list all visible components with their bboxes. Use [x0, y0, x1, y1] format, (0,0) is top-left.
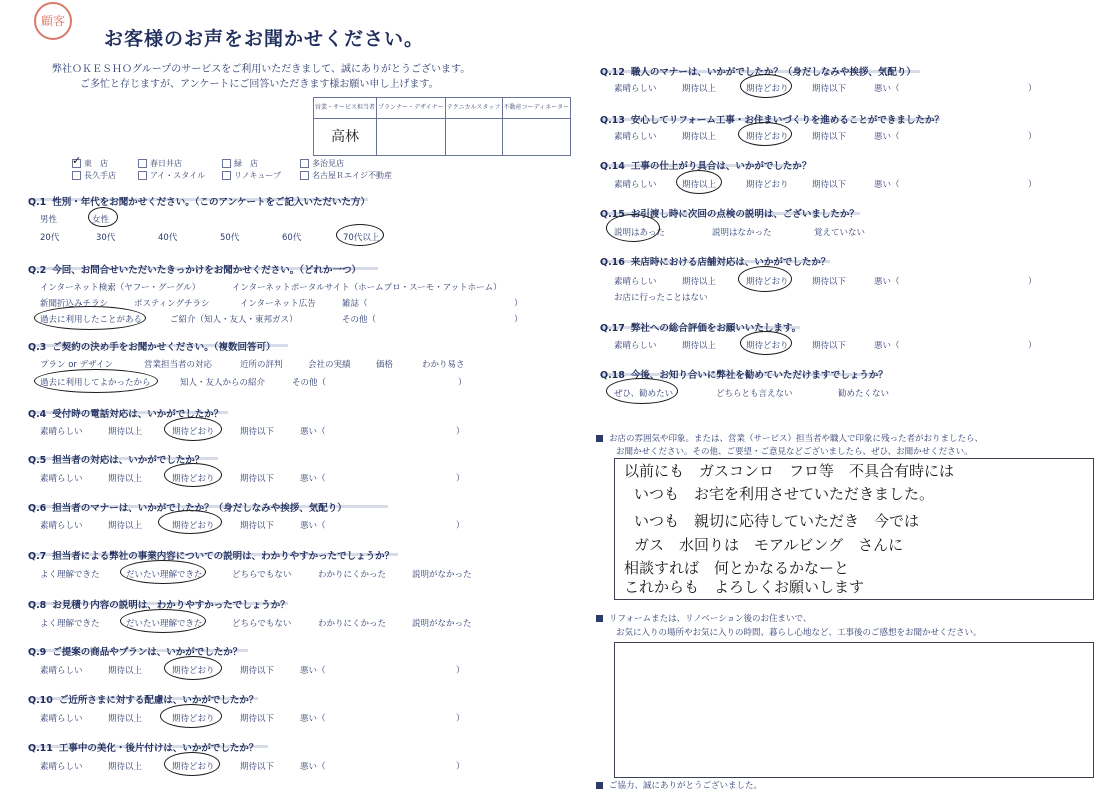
staff-header-realestate: 不動産コーディネーター: [502, 98, 571, 119]
answer-circle: [606, 214, 660, 242]
store-option[interactable]: 名古屋Ｒエイジ不動産: [300, 170, 392, 181]
answer-circle: [336, 224, 384, 246]
option-rating[interactable]: 素晴らしい: [40, 714, 83, 724]
question-q5: Q.5 担当者の対応は、いかがでしたか？: [28, 455, 205, 466]
answer-circle: [676, 170, 722, 194]
option-source[interactable]: 過去に利用したことがある: [40, 315, 143, 325]
answer-circle: [164, 752, 220, 776]
store-option[interactable]: ✓東 店: [72, 158, 108, 169]
close-paren: ）: [456, 714, 465, 724]
option-age[interactable]: 30代: [96, 233, 116, 243]
comment-prompt-1: お店の雰囲気や印象。または、営業（サービス）担当者や職人で印象に残った者がおりましたら、: [596, 432, 983, 444]
option-rating[interactable]: 期待どおり: [172, 666, 215, 676]
option-rating[interactable]: 悪い（: [874, 132, 900, 142]
question-q14: Q.14 工事の仕上がり具合は、いかがでしたか？: [600, 161, 812, 172]
option-age[interactable]: 70代以上: [343, 233, 380, 243]
close-paren: ）: [458, 378, 467, 388]
answer-circle: [738, 266, 792, 292]
thanks-note: ご協力、誠にありがとうございました。: [596, 779, 762, 791]
option-clarity[interactable]: よく理解できた: [40, 570, 100, 580]
option-rating[interactable]: 素晴らしい: [40, 474, 83, 484]
option-rating[interactable]: 悪い（: [874, 84, 900, 94]
option-rating[interactable]: 期待以上: [108, 714, 143, 724]
option-rating[interactable]: 悪い（: [874, 341, 900, 351]
option-explain[interactable]: 説明はあった: [614, 228, 665, 238]
store-option[interactable]: 多治見店: [300, 158, 344, 169]
staff-field-planner[interactable]: [377, 119, 446, 156]
staff-header-sales: 営業・サービス担当者: [314, 98, 377, 119]
option-rating[interactable]: 悪い（: [874, 277, 900, 287]
close-paren: ）: [456, 666, 465, 676]
option-rating[interactable]: 素晴らしい: [40, 666, 83, 676]
option-gender-female[interactable]: 女性: [92, 215, 110, 225]
option-rating[interactable]: 悪い（: [300, 521, 326, 531]
option-rating[interactable]: 期待以下: [240, 714, 275, 724]
question-q3: Q.3 ご契約の決め手をお聞かせください。（複数回答可）: [28, 342, 276, 353]
question-q8: Q.8 お見積り内容の説明は、わかりやすかったでしょうか？: [28, 600, 290, 611]
option-rating[interactable]: 期待以上: [682, 132, 717, 142]
question-q7: Q.7 担当者による弊社の事業内容についての説明は、わかりやすかったでしょうか？: [28, 551, 395, 562]
option-rating[interactable]: 期待どおり: [172, 474, 215, 484]
option-rating[interactable]: 期待どおり: [746, 180, 789, 190]
option-gender-male[interactable]: 男性: [40, 215, 58, 225]
question-q12: Q.12 職人のマナーは、いかがでしたか？（身だしなみや挨拶、気配り）: [600, 67, 916, 78]
option-rating[interactable]: 悪い（: [300, 427, 326, 437]
comment-box-2[interactable]: [614, 642, 1094, 778]
checkbox-icon[interactable]: [222, 171, 231, 180]
option-rating[interactable]: 期待以上: [108, 427, 143, 437]
bullet-icon: [596, 435, 603, 442]
option-rating[interactable]: 期待どおり: [746, 341, 789, 351]
close-paren: ）: [456, 427, 465, 437]
answer-circle: [164, 463, 222, 487]
option-rating[interactable]: 素晴らしい: [614, 180, 657, 190]
option-age[interactable]: 50代: [220, 233, 240, 243]
option-clarity[interactable]: どちらでもない: [232, 619, 292, 629]
checkbox-icon[interactable]: [222, 159, 231, 168]
handwritten-line: これからも よろしくお願いします: [624, 578, 865, 596]
option-rating[interactable]: 期待以上: [108, 666, 143, 676]
option-reason[interactable]: わかり易さ: [422, 360, 465, 370]
option-rating[interactable]: 期待以上: [682, 180, 717, 190]
option-rating[interactable]: 素晴らしい: [40, 427, 83, 437]
option-reason[interactable]: 近所の評判: [240, 360, 283, 370]
staff-header-planner: プランナー・デザイナー: [377, 98, 446, 119]
option-reason[interactable]: 過去に利用してよかったから: [40, 378, 151, 388]
option-rating[interactable]: 悪い（: [300, 762, 326, 772]
question-q16: Q.16 来店時における店舗対応は、いかがでしたか？: [600, 257, 831, 268]
option-rating[interactable]: 素晴らしい: [40, 521, 83, 531]
bullet-icon: [596, 615, 603, 622]
answer-circle: [740, 331, 792, 355]
question-q1: Q.1 性別・年代をお聞かせください。（このアンケートをご記入いただいた方）: [28, 197, 370, 208]
option-explain[interactable]: 説明はなかった: [712, 228, 772, 238]
close-paren: ）: [456, 474, 465, 484]
option-rating[interactable]: 素晴らしい: [614, 84, 657, 94]
store-option[interactable]: 長久手店: [72, 170, 116, 181]
answer-circle: [158, 510, 222, 534]
close-paren: ）: [514, 299, 523, 309]
handwritten-line: ガス 水回りは モアルビング さんに: [634, 536, 904, 554]
question-q15: Q.15 お引渡し時に次回の点検の説明は、ございましたか？: [600, 209, 859, 220]
close-paren: ）: [456, 521, 465, 531]
option-rating[interactable]: 期待どおり: [746, 132, 789, 142]
option-rating[interactable]: 期待以下: [240, 427, 275, 437]
option-rating[interactable]: 期待以下: [812, 84, 847, 94]
answer-circle: [164, 417, 222, 441]
close-paren: ）: [514, 315, 523, 325]
option-rating[interactable]: 素晴らしい: [614, 277, 657, 287]
handwritten-line: いつも お宅を利用させていただきました。: [634, 485, 935, 503]
option-clarity[interactable]: 説明がなかった: [412, 619, 472, 629]
option-rating[interactable]: 期待以上: [682, 84, 717, 94]
option-rating[interactable]: 期待以上: [108, 521, 143, 531]
close-paren: ）: [1028, 84, 1037, 94]
intro-line-1: 弊社ＯＫＥＳＨＯグループのサービスをご利用いただきまして、誠にありがとうございます。: [52, 64, 471, 75]
bullet-icon: [596, 782, 603, 789]
option-rating[interactable]: 悪い（: [300, 474, 326, 484]
option-explain[interactable]: 覚えていない: [814, 228, 866, 238]
option-reason[interactable]: 営業担当者の対応: [144, 360, 213, 370]
stamp-seal: 顧客: [34, 2, 72, 40]
question-q11: Q.11 工事中の美化・後片付けは、いかがでしたか？: [28, 743, 259, 754]
question-q2: Q.2 今回、お問合せいただいたきっかけをお聞かせください。（どれか一つ）: [28, 265, 362, 276]
option-reason[interactable]: その他（: [292, 378, 327, 388]
option-age[interactable]: 60代: [282, 233, 302, 243]
option-rating[interactable]: 期待以下: [240, 762, 275, 772]
store-option[interactable]: リノキューブ: [222, 170, 281, 181]
option-clarity[interactable]: わかりにくかった: [318, 570, 387, 580]
option-rating[interactable]: 期待どおり: [172, 427, 215, 437]
checkbox-icon[interactable]: [300, 171, 309, 180]
answer-circle: [738, 122, 792, 146]
option-rating[interactable]: 期待どおり: [172, 714, 215, 724]
option-rating[interactable]: 悪い（: [874, 180, 900, 190]
option-rating[interactable]: 期待以上: [108, 474, 143, 484]
question-q17: Q.17 弊社への総合評価をお願いいたします。: [600, 323, 802, 334]
option-rating[interactable]: 期待どおり: [746, 277, 789, 287]
option-source[interactable]: インターネット検索（ヤフー・グーグル）: [40, 283, 201, 293]
answer-circle: [606, 378, 678, 404]
option-clarity[interactable]: だいたい理解できた: [126, 570, 203, 580]
option-age[interactable]: 40代: [158, 233, 178, 243]
checkbox-icon[interactable]: [300, 159, 309, 168]
store-option[interactable]: 緑 店: [222, 158, 258, 169]
option-recommend[interactable]: どちらとも言えない: [716, 389, 793, 399]
staff-header-technical: テクニカルスタッフ: [445, 98, 502, 119]
option-source[interactable]: ご紹介（知人・友人・東邦ガス）: [170, 315, 298, 325]
close-paren: ）: [1028, 180, 1037, 190]
question-q13: Q.13 安心してリフォーム工事・お住まいづくりを進めることができましたか？: [600, 115, 944, 126]
checkbox-icon[interactable]: [138, 159, 147, 168]
answer-circle: [740, 74, 792, 98]
answer-circle: [34, 306, 146, 330]
option-clarity[interactable]: 説明がなかった: [412, 570, 472, 580]
option-rating[interactable]: 悪い（: [300, 714, 326, 724]
option-rating[interactable]: 素晴らしい: [40, 762, 83, 772]
option-reason[interactable]: 価格: [376, 360, 394, 370]
option-recommend[interactable]: ぜひ、勧めたい: [614, 389, 674, 399]
close-paren: ）: [456, 762, 465, 772]
option-rating[interactable]: 期待以下: [812, 341, 847, 351]
store-option[interactable]: アイ・スタイル: [138, 170, 205, 181]
option-clarity[interactable]: わかりにくかった: [318, 619, 387, 629]
answer-circle: [34, 369, 158, 393]
store-option[interactable]: 春日井店: [138, 158, 182, 169]
handwritten-line: いつも 親切に応待していただき 今では: [634, 512, 920, 530]
option-rating[interactable]: 期待以下: [240, 474, 275, 484]
answer-circle: [120, 560, 206, 584]
checkbox-icon[interactable]: [72, 171, 81, 180]
staff-field-technical[interactable]: [445, 119, 502, 156]
option-source[interactable]: 雑誌（: [342, 299, 368, 309]
question-q10: Q.10 ご近所さまに対する配慮は、いかがでしたか？: [28, 695, 259, 706]
option-recommend[interactable]: 勧めたくない: [838, 389, 890, 399]
question-q6: Q.6 担当者のマナーは、いかがでしたか？（身だしなみや挨拶、気配り）: [28, 503, 347, 514]
handwritten-line: 以前にも ガスコンロ フロ等 不具合有時には: [624, 462, 955, 480]
answer-circle: [88, 207, 118, 227]
option-rating[interactable]: 期待以上: [682, 341, 717, 351]
option-reason[interactable]: 知人・友人からの紹介: [180, 378, 266, 388]
option-rating[interactable]: 期待どおり: [172, 762, 215, 772]
handwritten-line: 相談すれば 何とかなるかなーと: [624, 559, 850, 577]
option-rating[interactable]: 期待以下: [240, 521, 275, 531]
close-paren: ）: [1028, 132, 1037, 142]
option-rating[interactable]: 期待以下: [812, 180, 847, 190]
comment-prompt-2: リフォームまたは、リノベーション後のお住まいで、: [596, 612, 811, 624]
option-rating[interactable]: 素晴らしい: [614, 341, 657, 351]
question-q4: Q.4 受付時の電話対応は、いかがでしたか？: [28, 409, 224, 420]
checkbox-icon[interactable]: [138, 171, 147, 180]
option-source[interactable]: インターネットポータルサイト（ホームプロ・スーモ・アットホーム）: [232, 283, 502, 293]
option-rating[interactable]: 期待以下: [812, 277, 847, 287]
checkbox-icon[interactable]: [72, 159, 81, 168]
option-rating[interactable]: 期待どおり: [172, 521, 215, 531]
question-q18: Q.18 今後、お知り合いに弊社を勧めていただけますでしょうか？: [600, 370, 888, 381]
option-source[interactable]: 新聞折込みチラシ: [40, 299, 109, 309]
close-paren: ）: [1028, 341, 1037, 351]
option-rating[interactable]: 悪い（: [300, 666, 326, 676]
answer-circle: [120, 609, 206, 633]
comment-prompt-2b: お気に入りの場所やお気に入りの時間、暮らし心地など、工事後のご感想をお聞かせください。: [616, 628, 982, 638]
option-source[interactable]: ポスティングチラシ: [134, 299, 210, 309]
staff-field-realestate[interactable]: [502, 119, 571, 156]
option-reason[interactable]: 会社の実績: [308, 360, 351, 370]
option-reason[interactable]: プラン or デザイン: [40, 360, 114, 370]
option-clarity[interactable]: よく理解できた: [40, 619, 100, 629]
option-clarity[interactable]: だいたい理解できた: [126, 619, 203, 629]
option-rating[interactable]: 期待どおり: [746, 84, 789, 94]
option-rating[interactable]: 期待以上: [108, 762, 143, 772]
staff-table: [313, 97, 571, 156]
page-title: お客様のお声をお聞かせください。: [104, 28, 425, 50]
option-rating[interactable]: 期待以上: [682, 277, 717, 287]
option-age[interactable]: 20代: [40, 233, 60, 243]
option-source[interactable]: インターネット広告: [240, 299, 316, 309]
comment-prompt-1b: お聞かせください。その他、ご要望・ご意見などございましたら、ぜひ、お聞かせください。: [616, 447, 973, 457]
question-q9: Q.9 ご提案の商品やプランは、いかがでしたか？: [28, 647, 243, 658]
option-source[interactable]: その他（: [342, 315, 377, 325]
intro-line-2: ご多忙と存じますが、アンケートにご回答いただきます様お願い申し上げます。: [80, 79, 439, 90]
option-rating[interactable]: 期待以下: [240, 666, 275, 676]
option-never-visited[interactable]: お店に行ったことはない: [614, 293, 708, 303]
option-rating[interactable]: 素晴らしい: [614, 132, 657, 142]
staff-field-sales[interactable]: 高林: [314, 119, 377, 156]
close-paren: ）: [1028, 277, 1037, 287]
option-rating[interactable]: 期待以下: [812, 132, 847, 142]
option-clarity[interactable]: どちらでもない: [232, 570, 292, 580]
answer-circle: [164, 656, 222, 680]
answer-circle: [160, 704, 222, 728]
